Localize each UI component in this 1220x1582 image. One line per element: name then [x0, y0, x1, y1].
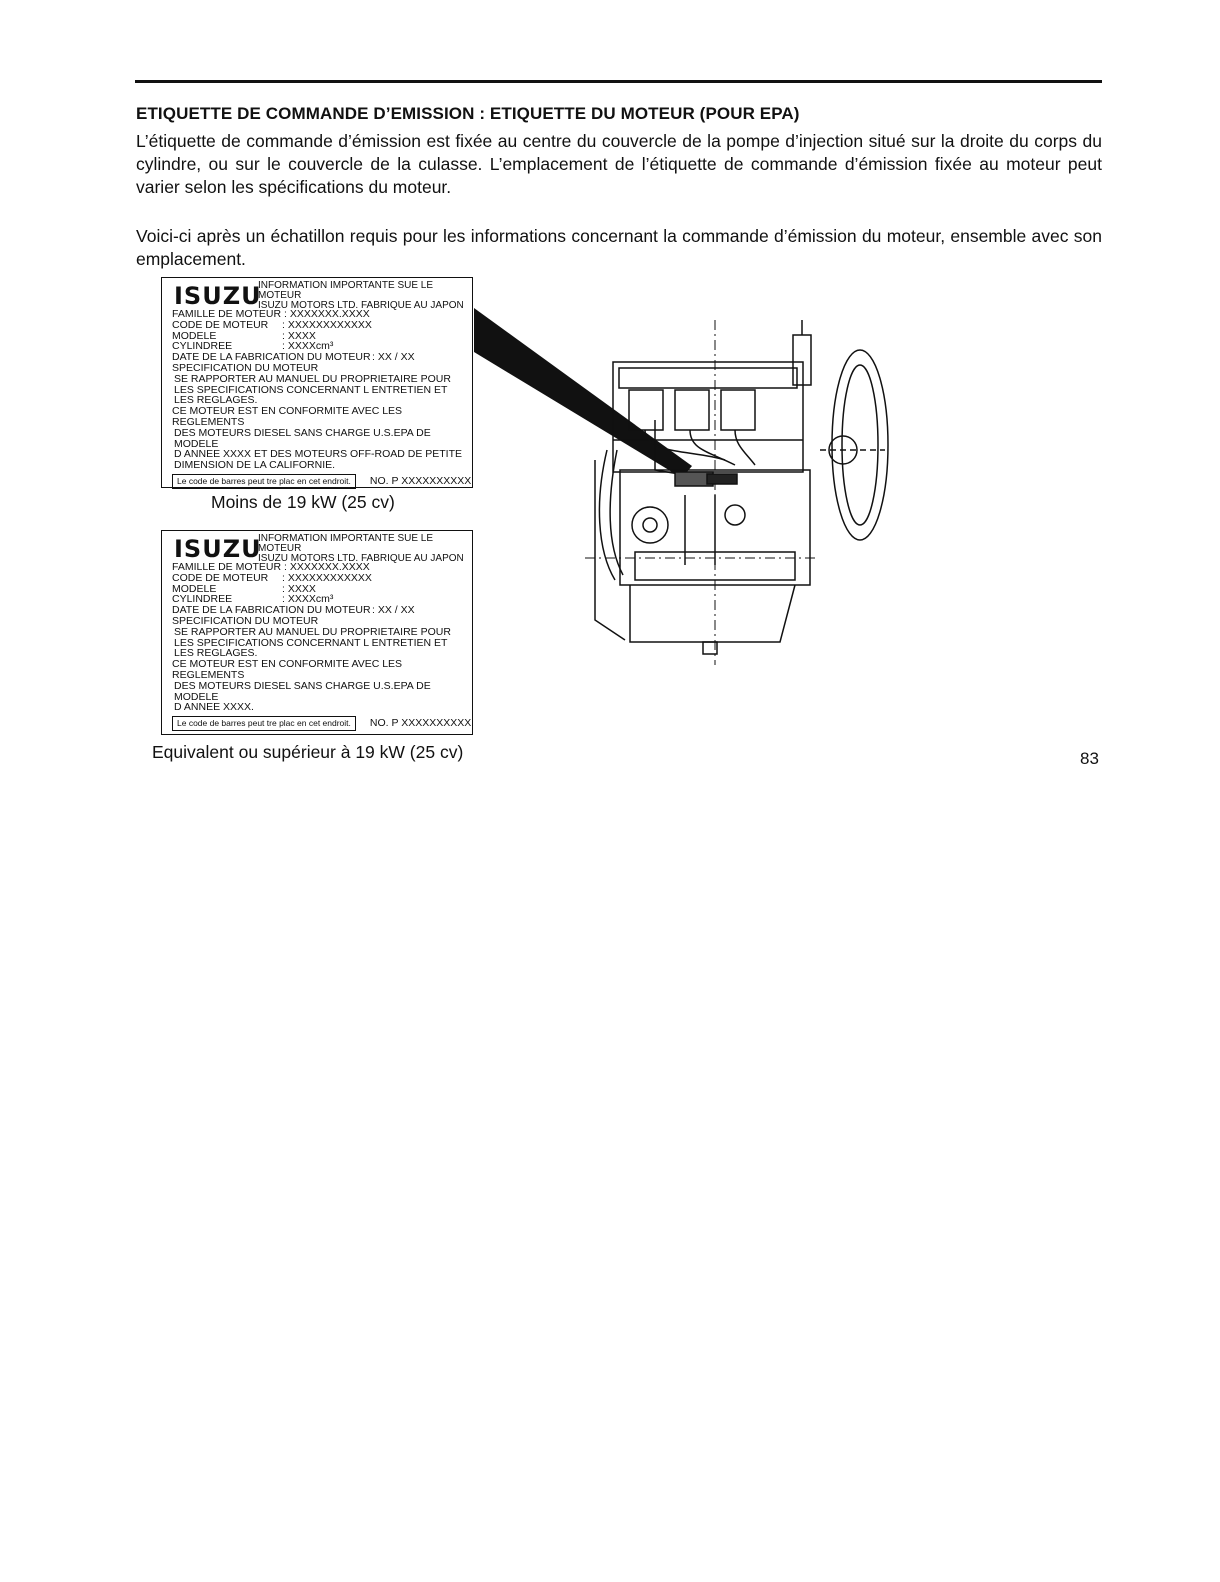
isuzu-logo: ISUZU: [174, 282, 262, 310]
page-number: 83: [1080, 749, 1099, 768]
label-footer: [162, 474, 472, 489]
label-value: : XXXXXXXXXXXX: [282, 318, 372, 331]
label-value: : XXXXcm³: [282, 340, 334, 353]
engine-illustration: [585, 320, 895, 670]
label-header-line: ISUZU MOTORS LTD. FABRIQUE AU JAPON: [258, 553, 464, 564]
label-header-text: [258, 534, 472, 564]
label-key: CYLINDREE: [172, 340, 233, 353]
label-value: : XX / XX: [372, 604, 415, 617]
label-spec: SPECIFICATION DU MOTEUR: [172, 614, 319, 627]
label-spec: SPECIFICATION DU MOTEUR: [172, 361, 319, 374]
label-header-line: ISUZU MOTORS LTD. FABRIQUE AU JAPON: [258, 300, 464, 311]
label-value: : XXXXXXXXXXXX: [282, 571, 372, 584]
label-value: : XXXX: [282, 329, 316, 342]
barcode-area: Le code de barres peut tre plac en cet endroit.: [172, 716, 356, 731]
label-line: CE MOTEUR EST EN CONFORMITE AVEC LES REGLEMENTS: [172, 405, 403, 428]
label-number: NO. P XXXXXXXXXX: [369, 474, 472, 487]
label-line: DES MOTEURS DIESEL SANS CHARGE U.S.EPA DE MODELE: [174, 679, 431, 703]
label-number: NO. P XXXXXXXXXX: [369, 717, 472, 730]
label-line: DIMENSION DE LA CALIFORNIE.: [174, 459, 336, 472]
isuzu-logo: ISUZU: [174, 535, 262, 563]
label-header-text: [258, 281, 472, 311]
label-row-code: [172, 573, 470, 584]
barcode-area: Le code de barres peut tre plac en cet endroit.: [172, 474, 356, 489]
label-line: DES MOTEURS DIESEL SANS CHARGE U.S.EPA DE MODELE: [174, 426, 431, 450]
label-key: DATE DE LA FABRICATION DU MOTEUR: [172, 351, 371, 364]
label-line: LES REGLAGES.: [174, 647, 258, 660]
label-line: LES SPECIFICATIONS CONCERNANT L ENTRETIEN ET: [174, 636, 448, 649]
label-line: D ANNEE XXXX.: [174, 701, 254, 714]
label-body: [162, 309, 472, 471]
label-famille: FAMILLE DE MOTEUR : XXXXXXX.XXXX: [172, 561, 370, 573]
caption-large-engine: Equivalent ou supérieur à 19 kW (25 cv): [152, 742, 464, 762]
label-line: LES REGLAGES.: [174, 394, 258, 407]
label-value: : XXXX: [282, 582, 316, 595]
label-famille: FAMILLE DE MOTEUR : XXXXXXX.XXXX: [172, 308, 370, 320]
paragraph-location: L’étiquette de commande d’émission est fixée au centre du couvercle de la pompe d’injection situé sur la droite du corps du cylindre, ou sur le couvercle de la culasse. L’emplacement de l’étiquette de commande d’émission fixée au moteur peut varier selon les spécifications du moteur.: [136, 131, 1102, 197]
top-rule: [135, 80, 1102, 83]
label-line: CE MOTEUR EST EN CONFORMITE AVEC LES REGLEMENTS: [172, 658, 403, 681]
emission-label-large-engine: [161, 530, 473, 735]
paragraph-sample: Voici-ci après un échatillon requis pour les informations concernant la commande d’émission du moteur, ensemble avec son emplacement.: [136, 226, 1102, 269]
label-line: D ANNEE XXXX ET DES MOTEURS OFF-ROAD DE PETITE: [174, 448, 463, 461]
section-heading: ETIQUETTE DE COMMANDE D’EMISSION : ETIQUETTE DU MOTEUR (POUR EPA): [136, 104, 800, 123]
label-key: MODELE: [172, 329, 217, 342]
label-key: CYLINDREE: [172, 593, 233, 606]
label-header: [162, 281, 472, 309]
label-header: [162, 534, 472, 562]
label-line: LES SPECIFICATIONS CONCERNANT L ENTRETIEN ET: [174, 383, 448, 396]
caption-small-engine: Moins de 19 kW (25 cv): [211, 492, 395, 512]
label-key: CODE DE MOTEUR: [172, 571, 269, 584]
label-key: DATE DE LA FABRICATION DU MOTEUR: [172, 604, 371, 617]
label-line: SE RAPPORTER AU MANUEL DU PROPRIETAIRE POUR: [174, 625, 451, 638]
label-value: : XX / XX: [372, 351, 415, 364]
label-body: [162, 562, 472, 713]
label-key: CODE DE MOTEUR: [172, 318, 269, 331]
label-line: SE RAPPORTER AU MANUEL DU PROPRIETAIRE POUR: [174, 372, 451, 385]
label-footer: [162, 716, 472, 731]
emission-label-small-engine: [161, 277, 473, 488]
label-header-line: INFORMATION IMPORTANTE SUE LE MOTEUR: [258, 533, 434, 554]
label-value: : XXXXcm³: [282, 593, 334, 606]
label-row-code: [172, 320, 470, 331]
label-key: MODELE: [172, 582, 217, 595]
label-header-line: INFORMATION IMPORTANTE SUE LE MOTEUR: [258, 280, 434, 301]
